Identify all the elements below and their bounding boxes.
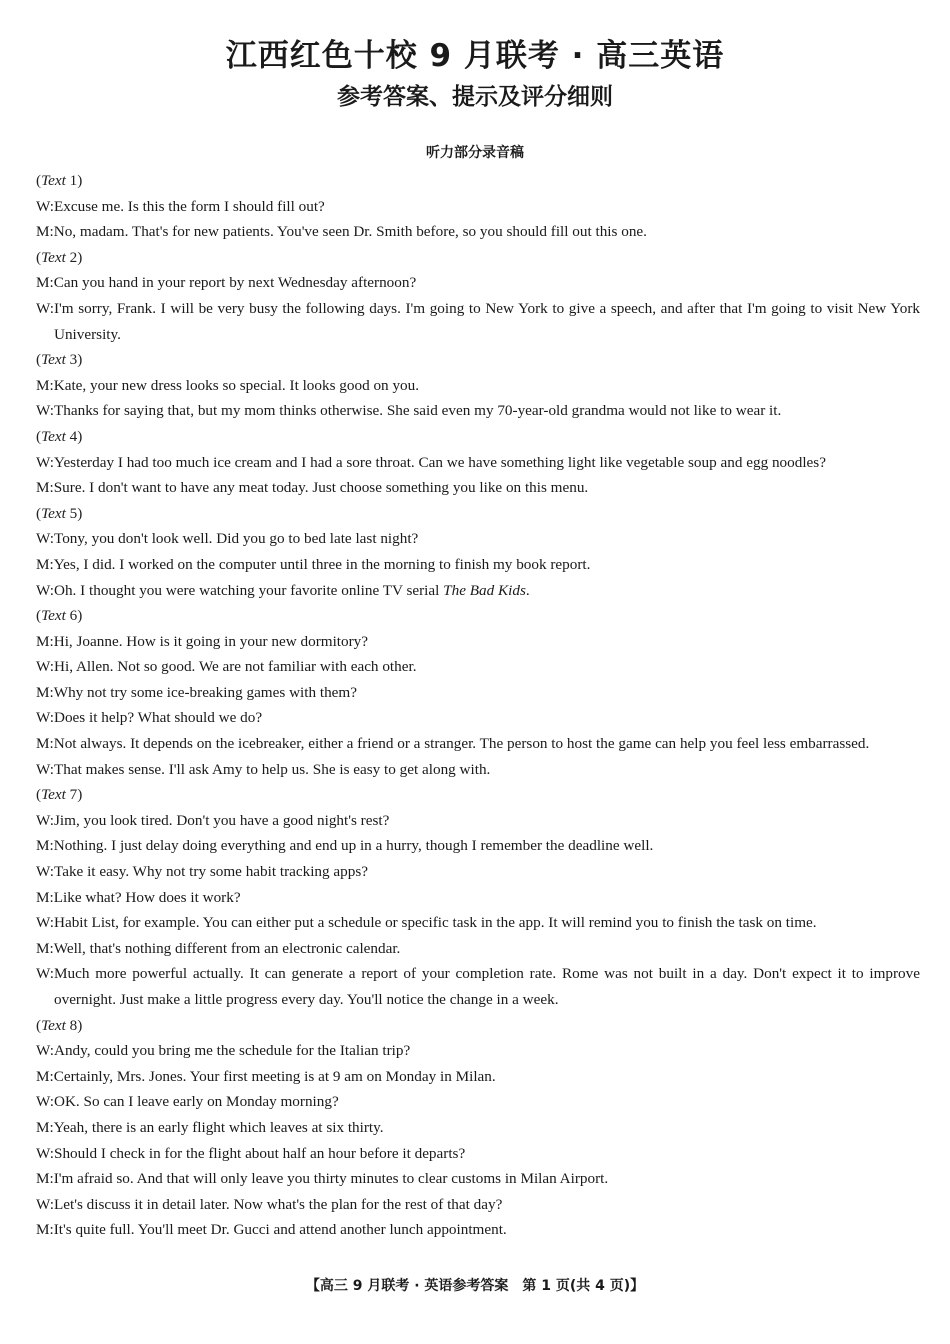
dialogue-line [36,859,920,885]
speaker-label: W: [36,965,54,983]
dialogue-line [36,1166,920,1192]
dialogue-text: Excuse me. Is this the form I should fill out? [54,197,325,215]
dialogue-text: Why not try some ice-breaking games with them? [53,683,357,701]
dialogue-line [36,629,920,655]
speaker-label: M: [36,735,54,753]
dialogue-line [36,373,920,399]
dialogue-text: OK. So can I leave early on Monday morning? [54,1093,339,1111]
dialogue-line [36,1089,920,1115]
speaker-label: M: [36,1221,54,1239]
dialogue-text: Certainly, Mrs. Jones. Your first meeting is at 9 am on Monday in Milan. [53,1067,496,1085]
dialogue-text: Jim, you look tired. Don't you have a good night's rest? [54,811,390,829]
dialogue-line [36,961,920,1012]
speaker-label: M: [36,274,54,292]
dialogue-line [36,731,920,757]
text-label: (Text 3) [36,351,83,369]
speaker-label: M: [36,632,54,650]
speaker-label: W: [36,530,54,548]
speaker-label: W: [36,1195,54,1213]
dialogue-text: Habit List, for example. You can either put a schedule or specific task in the app. It will remind you to finish the task on time. [54,914,817,932]
speaker-label: M: [36,555,54,573]
dialogue-line [36,296,920,347]
dialogue-line [36,194,920,220]
section-heading: 听力部分录音稿 [426,145,524,161]
dialogue-line [36,552,920,578]
dialogue-text: I'm sorry, Frank. I will be very busy the following days. I'm going to New York to give a speech, and after that I'm going to visit New York University. [54,299,920,343]
dialogue-line [36,578,920,604]
dialogue-text: Take it easy. Why not try some habit tracking apps? [54,863,368,881]
dialogue-text: Hi, Joanne. How is it going in your new dormitory? [53,632,368,650]
dialogue-text: Yes, I did. I worked on the computer until three in the morning to finish my book report. [53,555,591,573]
speaker-label: M: [36,1170,54,1188]
speaker-label: M: [36,1067,54,1085]
speaker-label: W: [36,1042,54,1060]
dialogue-text: Not always. It depends on the icebreaker, either a friend or a stranger. The person to host the game can help you feel less embarrassed. [53,735,870,753]
page-footer: 【高三 9 月联考 · 英语参考答案 第 1 页(共 4 页)】 [305,1278,645,1294]
speaker-label: W: [36,453,54,471]
dialogue-text: I'm afraid so. And that will only leave you thirty minutes to clear customs in Milan Airport. [53,1170,609,1188]
dialogue-line [36,1141,920,1167]
speaker-label: W: [36,1093,54,1111]
speaker-label: M: [36,888,54,906]
dialogue-text: Let's discuss it in detail later. Now what's the plan for the rest of that day? [54,1195,503,1213]
dialogue-text: Thanks for saying that, but my mom thinks otherwise. She said even my 70-year-old grandma would not like to wear it. [54,402,782,420]
speaker-label: M: [36,1118,54,1136]
dialogue-line [36,936,920,962]
dialogue-line [36,910,920,936]
speaker-label: W: [36,1144,54,1162]
dialogue-text: That makes sense. I'll ask Amy to help us. She is easy to get along with. [54,760,491,778]
dialogue-text: Well, that's nothing different from an electronic calendar. [53,939,401,957]
dialogue-line [36,757,920,783]
text-label: (Text 7) [36,786,83,804]
speaker-label: W: [36,581,54,599]
dialogue-text: Oh. I thought you were watching your favorite online TV serial The Bad Kids. [54,581,530,599]
dialogue-line [36,450,920,476]
text-label: (Text 6) [36,607,83,625]
listening-transcript [36,168,920,1243]
dialogue-line [36,1192,920,1218]
dialogue-line [36,1115,920,1141]
speaker-label: M: [36,939,54,957]
dialogue-text: It's quite full. You'll meet Dr. Gucci and attend another lunch appointment. [53,1221,507,1239]
dialogue-text: Should I check in for the flight about half an hour before it departs? [54,1144,466,1162]
speaker-label: W: [36,658,54,676]
dialogue-line [36,680,920,706]
dialogue-line [36,654,920,680]
dialogue-line [36,398,920,424]
speaker-label: M: [36,376,54,394]
text-label: (Text 2) [36,248,83,266]
dialogue-text: Tony, you don't look well. Did you go to bed late last night? [54,530,419,548]
dialogue-text: Like what? How does it work? [53,888,241,906]
dialogue-text: No, madam. That's for new patients. You've seen Dr. Smith before, so you should fill out this one. [53,223,647,241]
dialogue-text: Hi, Allen. Not so good. We are not familiar with each other. [54,658,417,676]
dialogue-text: Kate, your new dress looks so special. It looks good on you. [53,376,420,394]
text-label: (Text 5) [36,504,83,522]
text-label: (Text 1) [36,172,83,189]
dialogue-text: Can you hand in your report by next Wednesday afternoon? [53,274,417,292]
dialogue-line [36,270,920,296]
dialogue-text: Yeah, there is an early flight which leaves at six thirty. [53,1118,384,1136]
speaker-label: M: [36,223,54,241]
text-label: (Text 4) [36,427,83,445]
dialogue-line [36,219,920,245]
dialogue-text: Yesterday I had too much ice cream and I had a sore throat. Can we have something light like vegetable soup and egg noodles? [54,453,826,471]
speaker-label: W: [36,914,54,932]
dialogue-line [36,885,920,911]
dialogue-line [36,1038,920,1064]
speaker-label: M: [36,479,54,497]
speaker-label: W: [36,402,54,420]
dialogue-text: Sure. I don't want to have any meat today. Just choose something you like on this menu. [53,479,589,497]
speaker-label: M: [36,683,54,701]
dialogue-line [36,1217,920,1243]
speaker-label: W: [36,863,54,881]
speaker-label: W: [36,760,54,778]
text-label: (Text 8) [36,1016,83,1034]
speaker-label: W: [36,709,54,727]
dialogue-line [36,526,920,552]
speaker-label: M: [36,837,54,855]
speaker-label: W: [36,811,54,829]
dialogue-line [36,475,920,501]
dialogue-text: Nothing. I just delay doing everything and end up in a hurry, though I remember the deadline well. [53,837,654,855]
speaker-label: W: [36,299,54,317]
dialogue-line [36,705,920,731]
page-title: 江西红色十校 9 月联考 · 高三英语 [225,38,725,74]
show-title: The Bad Kids [443,581,526,599]
dialogue-text: Andy, could you bring me the schedule for the Italian trip? [54,1042,411,1060]
dialogue-line [36,1064,920,1090]
dialogue-line [36,833,920,859]
dialogue-line [36,808,920,834]
speaker-label: W: [36,197,54,215]
page-subtitle: 参考答案、提示及评分细则 [337,84,613,110]
dialogue-text: Much more powerful actually. It can generate a report of your completion rate. Rome was not built in a day. Don't expect it to improve overnight. Just make a little progress every day. You'll notice the change in a week. [54,965,920,1008]
dialogue-text: Does it help? What should we do? [54,709,263,727]
